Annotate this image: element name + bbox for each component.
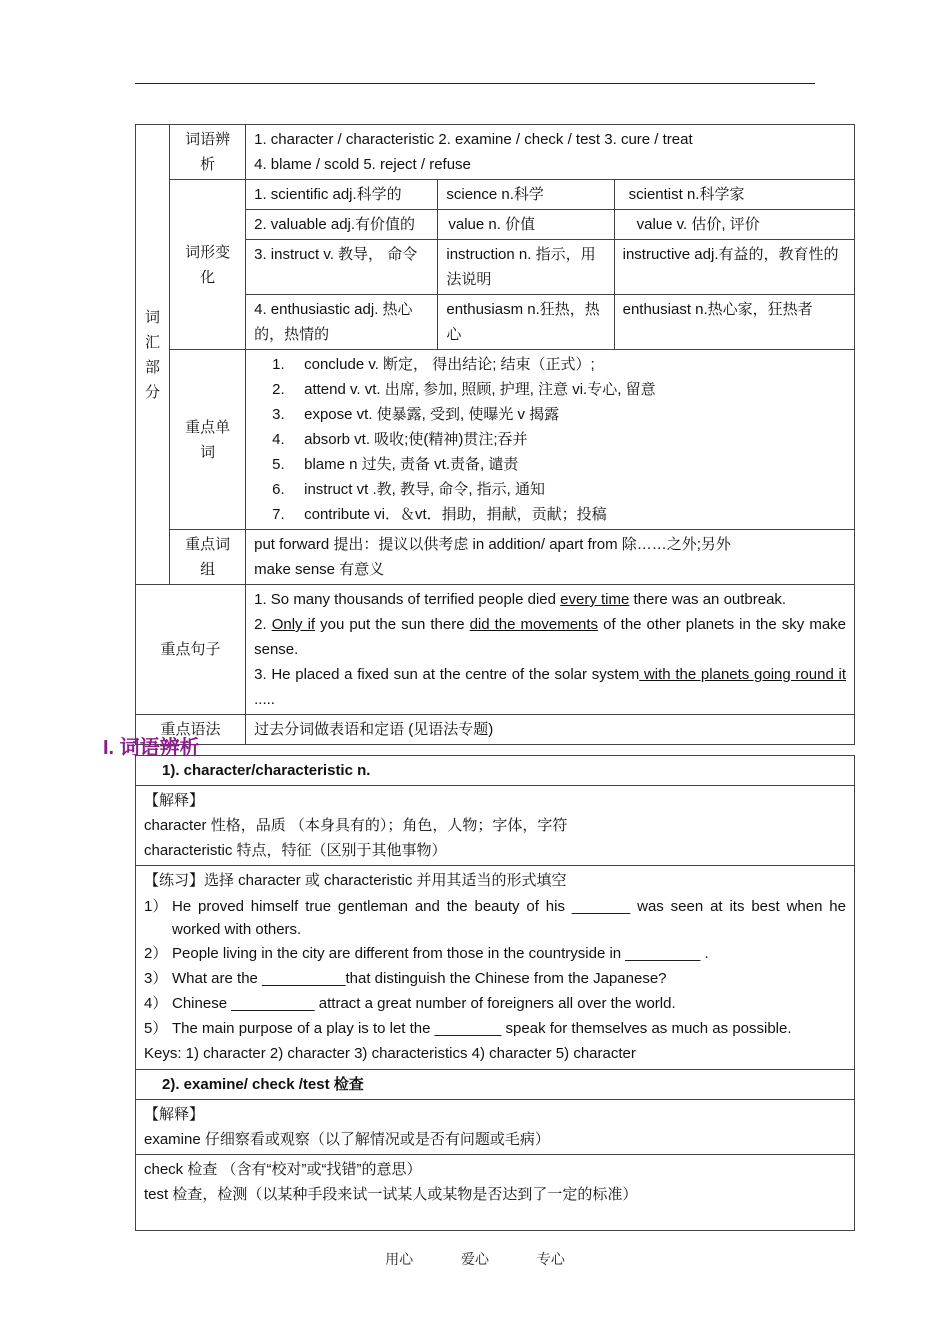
item2-title: 2). examine/ check /test 检查 [136,1070,855,1100]
section-heading: I. 词语辨析 [103,737,200,759]
exercise-item: 5） The main purpose of a play is to let the ________ speak for themselves as much as possible. [144,1020,792,1037]
word-distinction-content: 1. character / characteristic 2. examine / check / test 3. cure / treat 4. blame / scold 5. reject / refuse [246,125,855,180]
list-item: 2. attend v. vt. 出席, 参加, 照顾, 护理, 注意 vi.专心, 留意 [272,381,656,398]
item1-practice: 【练习】选择 character 或 characteristic 并用其适当的形式填空 1） He proved himself true gentleman and the beauty of his _______ was seen at its best when he worked with others. 2） People living in the city are different from those in the countryside in _________ . 3） What are the __________that distinguish the Chinese from the Japanese? 4） Chinese __________ attract a great number of foreigners all over the world. 5） The main purpose of a play is to let the ________ speak for themselves as much as possible. Keys: 1) character 2) character 3) characteristics 4) character 5) character [136,866,855,1070]
word-form-cell: 2. valuable adj.有价值的 [246,210,438,240]
word-form-cell: 1. scientific adj.科学的 [246,180,438,210]
list-item: 7. contribute vi．＆vt．捐助，捐献，贡献；投稿 [272,506,607,523]
word-form-cell: enthusiasm n.狂热，热心 [438,295,614,350]
key-grammar-content: 过去分词做表语和定语 (见语法专题) [246,715,855,745]
key-sentences-content [246,585,855,715]
key-phrases-label: 重点词组 [170,530,246,585]
key-phrases-content: put forward 提出：提议以供考虑 in addition/ apart from 除……之外;另外 make sense 有意义 [246,530,855,585]
word-distinction-table [135,755,855,1231]
key-grammar-label: 重点语法 [136,715,246,745]
item2-explanation: 【解释】 examine 仔细察看或观察（以了解情况或是否有问题或毛病） [136,1100,855,1155]
key-sentences-label: 重点句子 [136,585,246,715]
word-form-cell: value v. 估价, 评价 [614,210,854,240]
sentence-2: 2. Only if you put the sun there did the movements of the other planets in the sky make sense. [254,616,847,658]
word-form-cell: 4. enthusiastic adj. 热心的，热情的 [246,295,438,350]
list-item: 6. instruct vt .教, 教导, 命令, 指示, 通知 [272,481,545,498]
list-item: 4. absorb vt. 吸收;使(精神)贯注;吞并 [272,431,528,448]
item2-check-test: check 检查 （含有“校对”或“找错”的意思） test 检查，检测（以某种手段来试一试某人或某物是否达到了一定的标准） [136,1155,855,1231]
answer-keys: Keys: 1) character 2) character 3) characteristics 4) character 5) character [144,1045,636,1062]
word-form-cell: value n. 价值 [438,210,614,240]
exercise-item: 1） He proved himself true gentleman and the beauty of his _______ was seen at its best when he worked with others. [144,898,846,938]
exercise-item: 3） What are the __________that distinguish the Chinese from the Japanese? [144,970,667,987]
exercise-item: 2） People living in the city are different from those in the countryside in _________ . [144,945,709,962]
item1-title: 1). character/characteristic n. [136,756,855,786]
word-form-cell: instruction n. 指示，用法说明 [438,240,614,295]
list-item: 1. conclude v. 断定， 得出结论; 结束（正式）; [272,356,595,373]
word-form-cell: scientist n.科学家 [614,180,854,210]
list-item: 5. blame n 过失, 责备 vt.责备, 谴责 [272,456,519,473]
word-forms-label: 词形变化 [170,180,246,350]
word-distinction-label: 词语辨析 [170,125,246,180]
sentence-3: 3. He placed a fixed sun at the centre of the solar system with the planets going round it ..... [254,666,847,708]
summary-table [135,124,855,745]
key-words-label: 重点单词 [170,350,246,530]
list-item: 3. expose vt. 使暴露, 受到, 使曝光 v 揭露 [272,406,560,423]
word-form-cell: instructive adj.有益的，教育性的 [614,240,854,295]
page-footer: 用心 爱心 专心 [385,1251,565,1267]
word-form-cell: science n.科学 [438,180,614,210]
item1-explanation: 【解释】 character 性格，品质 （本身具有的）；角色，人物；字体，字符 characteristic 特点，特征（区别于其他事物） [136,786,855,866]
key-words-list [246,350,855,530]
word-form-cell: enthusiast n.热心家，狂热者 [614,295,854,350]
vocab-part-label: 词汇部分 [136,125,170,585]
exercise-item: 4） Chinese __________ attract a great number of foreigners all over the world. [144,995,676,1012]
word-form-cell: 3. instruct v. 教导， 命令 [246,240,438,295]
sentence-1: 1. So many thousands of terrified people died every time there was an outbreak. [254,591,787,608]
header-rule [135,83,815,84]
